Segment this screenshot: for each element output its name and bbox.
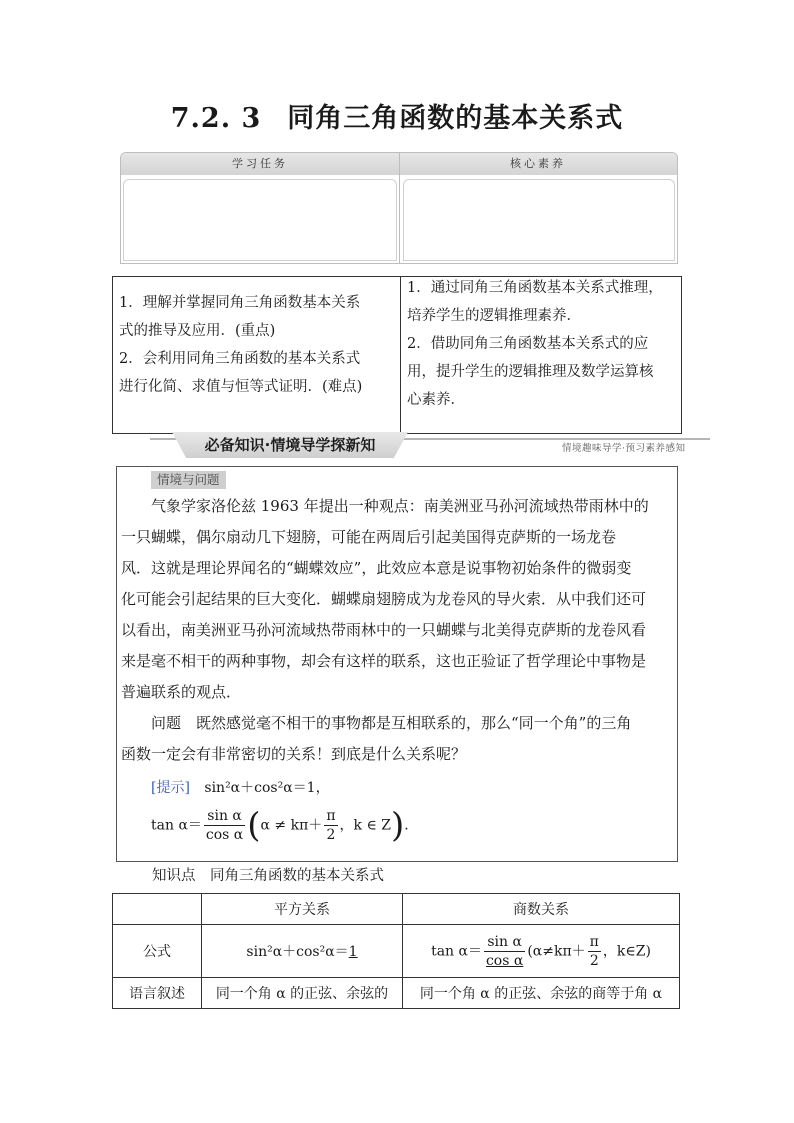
- task-line: 式的推导及应用．(重点): [119, 323, 276, 339]
- row-label-description: 语言叙述: [113, 978, 202, 1009]
- page-title: [0, 96, 794, 135]
- header-table: [120, 152, 678, 264]
- literacy-line: 培养学生的逻辑推理素养．: [407, 308, 581, 324]
- fraction-denominator: 2: [589, 952, 599, 969]
- quot-condition-b: ，k∈Z): [602, 943, 651, 959]
- header-square-relation: 平方关系: [202, 894, 403, 925]
- table-row: [113, 978, 680, 1009]
- table-row: [113, 925, 680, 978]
- header-body-right: [403, 179, 675, 261]
- scenario-tag: 情境与问题: [151, 471, 226, 489]
- right-paren: ): [391, 805, 405, 846]
- fraction-numerator: π: [589, 933, 599, 950]
- core-literacy: [405, 274, 677, 430]
- literacy-line: 1．通过同角三角函数基本关系式推理，: [407, 280, 663, 296]
- quotient-formula: [403, 925, 680, 978]
- row-label-formula: 公式: [113, 925, 202, 978]
- section-title: 同角三角函数的基本关系式: [287, 103, 624, 134]
- period: .: [404, 817, 409, 834]
- scenario-question: [121, 708, 675, 770]
- tasks-table: [112, 276, 682, 434]
- fraction-denominator: 2: [326, 827, 336, 843]
- learning-tasks: [117, 289, 397, 445]
- scenario-box: [116, 466, 678, 862]
- paragraph-line: 来是毫不相干的两种事物，却会有这样的联系，这也正验证了哲学理论中事物是: [121, 652, 647, 670]
- paragraph-line: 一只蝴蝶，偶尔扇动几下翅膀，可能在两周后引起美国得克萨斯的一场龙卷: [121, 528, 617, 546]
- literacy-line: 2．借助同角三角函数基本关系式的应: [407, 336, 649, 352]
- quot-tan: tan α＝: [431, 943, 482, 959]
- paragraph-line: 化可能会引起结果的巨大变化．蝴蝶扇翅膀成为龙卷风的导火索．从中我们还可: [121, 590, 647, 608]
- quot-pi-fraction: [588, 933, 601, 970]
- section-number: 7.2. 3: [170, 103, 262, 134]
- square-formula-lhs: sin²α＋cos²α＝: [246, 944, 349, 960]
- formula-table: [112, 893, 680, 1009]
- pythagorean-identity: sin²α＋cos²α＝1，: [204, 780, 330, 796]
- header-learning-tasks: 学习任务: [232, 157, 288, 170]
- table-row: [113, 894, 680, 925]
- task-line: 进行化简、求值与恒等式证明．(难点): [119, 379, 363, 395]
- hint-line: [151, 777, 330, 797]
- quot-condition-a: (α≠kπ＋: [527, 943, 586, 959]
- hint-label: [提示]: [151, 780, 190, 796]
- square-formula: [202, 925, 403, 978]
- task-line: 2．会利用同角三角函数的基本关系式: [119, 351, 361, 367]
- question-line: 函数一定会有非常密切的关系！到底是什么关系呢？: [121, 745, 467, 763]
- scenario-paragraph: [121, 491, 675, 708]
- header-body-left: [123, 179, 397, 261]
- tasks-divider: [400, 277, 401, 433]
- tangent-identity: [151, 807, 409, 844]
- paragraph-line: 风．这就是理论界闻名的“蝴蝶效应”，此效应本意是说事物初始条件的微弱变: [121, 559, 632, 577]
- pi-over-two-fraction: [324, 807, 337, 844]
- quot-fraction: [484, 933, 525, 970]
- quotient-description: 同一个角 α 的正弦、余弦的商等于角 α: [403, 978, 680, 1009]
- section-banner-subtitle: 情境趣味导学·预习素养感知: [562, 443, 686, 454]
- square-formula-rhs: 1: [348, 944, 358, 960]
- paragraph-line: 普遍联系的观点．: [121, 683, 242, 701]
- literacy-line: 用，提升学生的逻辑推理及数学运算核: [407, 364, 654, 380]
- section-banner-label: 必备知识·情境导学探新知: [204, 436, 376, 454]
- left-paren: (: [247, 805, 261, 846]
- square-description: 同一个角 α 的正弦、余弦的: [202, 978, 403, 1009]
- knowledge-point-heading: 知识点 同角三角函数的基本关系式: [152, 868, 384, 884]
- condition-a: α ≠ kπ＋: [260, 817, 323, 834]
- paragraph-line: 气象学家洛伦兹 1963 年提出一种观点：南美洲亚马孙河流域热带雨林中的: [121, 497, 649, 515]
- header-quotient-relation: 商数关系: [403, 894, 680, 925]
- task-line: 1．理解并掌握同角三角函数基本关系: [119, 295, 361, 311]
- condition-b: ，k ∈ Z: [339, 817, 391, 834]
- table-corner: [113, 894, 202, 925]
- header-divider: [399, 153, 400, 263]
- fraction-denominator: cos α: [205, 827, 244, 843]
- fraction-numerator: sin α: [204, 807, 245, 826]
- literacy-line: 心素养．: [407, 392, 465, 408]
- question-line: 问题 既然感觉毫不相干的事物都是互相联系的，那么“同一个角”的三角: [121, 714, 632, 732]
- fraction-denominator: cos α: [485, 952, 524, 969]
- sin-over-cos-fraction: [204, 807, 245, 844]
- fraction-numerator: sin α: [484, 933, 525, 952]
- tan-label: tan α＝: [151, 817, 202, 834]
- paragraph-line: 以看出，南美洲亚马孙河流域热带雨林中的一只蝴蝶与北美得克萨斯的龙卷风看: [121, 621, 647, 639]
- fraction-numerator: π: [326, 808, 336, 824]
- header-core-literacy: 核心素养: [510, 157, 566, 170]
